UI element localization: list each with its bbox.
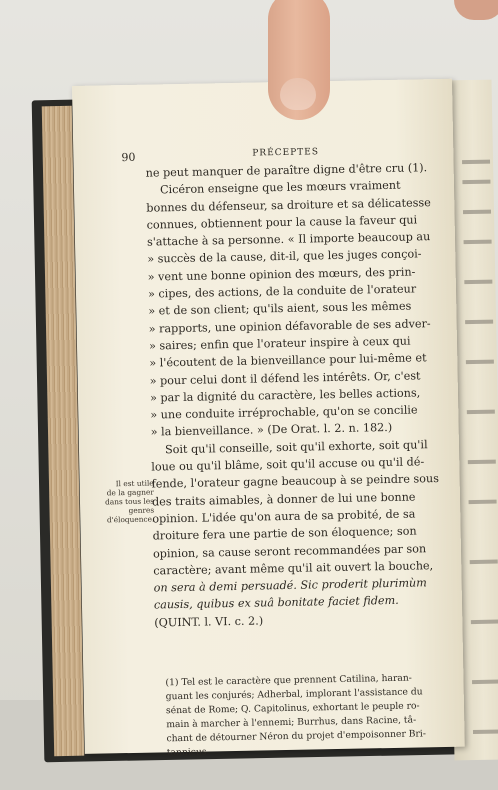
margin-note-line: de la gagner xyxy=(106,487,154,498)
footnote-line: (1) Tel est le caractère que prennent Catilina, haran- xyxy=(165,672,412,689)
footnote-line: chant de détourner Néron du projet d'empoisonner Bri- xyxy=(166,728,427,745)
text-line: opinion, sa cause seront recommandées par son xyxy=(152,541,427,561)
text-line: connues, obtiennent pour la cause la faveur qui xyxy=(146,213,418,232)
fingernail xyxy=(280,78,316,110)
text-line: » rapports, une opinion défavorable de ses adver- xyxy=(148,316,431,336)
text-line: opinion. L'idée qu'on aura de sa probité, de sa xyxy=(152,507,416,526)
footnote-line: main à marcher à l'ennemi; Burrhus, dans Racine, tâ- xyxy=(166,714,417,731)
margin-note-line: dans tous les xyxy=(104,496,155,507)
footnote xyxy=(165,671,445,760)
footnote-line: sénat de Rome; Q. Capitolinus, exhortant le peuple ro- xyxy=(165,700,420,717)
margin-note-line: d'éloquence. xyxy=(106,514,155,525)
page-content xyxy=(97,145,447,759)
running-head: PRÉCEPTES xyxy=(252,147,320,159)
text-line: » la bienveillance. » (De Orat. l. 2. n. 182.) xyxy=(150,421,393,440)
text-line: des traits aimables, à donner de lui une bonne xyxy=(151,490,416,509)
finger xyxy=(268,0,330,120)
text-line: Cicéron enseigne que les mœurs vraiment xyxy=(159,179,401,197)
page-number: 90 xyxy=(121,150,136,165)
footnote-line: guant les conjurés; Adherbal, implorant l'assistance du xyxy=(165,686,423,703)
book-page xyxy=(72,79,465,759)
footnote-line: tannicus. xyxy=(166,746,210,759)
text-line: caractère; avant même qu'il ait ouvert la bouche, xyxy=(153,558,434,578)
margin-note xyxy=(104,479,155,525)
text-line: » une conduite irréprochable, qu'on se concilie xyxy=(150,403,418,422)
text-line: » pour celui dont il défend les intérêts. Or, c'est xyxy=(149,368,421,388)
text-line: fende, l'orateur gagne beaucoup à se peindre sous xyxy=(151,472,440,491)
margin-note-line: genres xyxy=(128,505,155,515)
text-line: droiture fera une partie de son éloquence; son xyxy=(152,524,417,543)
text-line: bonnes du défenseur, sa droiture et sa délicatesse xyxy=(146,195,431,215)
body-text xyxy=(146,159,447,632)
text-line: » vent une bonne opinion des mœurs, des prin- xyxy=(147,265,416,284)
text-line: » et de son client; qu'ils aient, sous les mêmes xyxy=(148,299,412,318)
margin-note-line: Il est utile xyxy=(115,478,154,489)
text-line: s'attache à sa personne. « Il importe beaucoup au xyxy=(146,230,431,249)
text-line: loue ou qu'il blâme, soit qu'il accuse ou qu'il dé- xyxy=(151,455,425,474)
text-line: » saires; enfin que l'orateur inspire à ceux qui xyxy=(148,334,411,353)
text-line: Soit qu'il conseille, soit qu'il exhorte, soit qu'il xyxy=(164,437,428,457)
text-line: causis, quibus ex suâ bonitate faciet fidem. xyxy=(153,594,399,612)
text-line: » par la dignité du caractère, les belles actions, xyxy=(149,386,421,405)
text-line: » l'écoutent de la bienveillance pour lui-même et xyxy=(149,351,427,370)
text-line: » cipes, des actions, de la conduite de l'orateur xyxy=(147,282,417,301)
text-line: ne peut manquer de paraître digne d'être cru (1). xyxy=(145,161,428,180)
text-line: on sera à demi persuadé. Sic proderit plurimùm xyxy=(153,576,427,595)
text-line: (QUINT. l. VI. c. 2.) xyxy=(154,614,264,630)
text-line: » succès de la cause, dit-il, que les juges conçoi- xyxy=(147,247,422,267)
